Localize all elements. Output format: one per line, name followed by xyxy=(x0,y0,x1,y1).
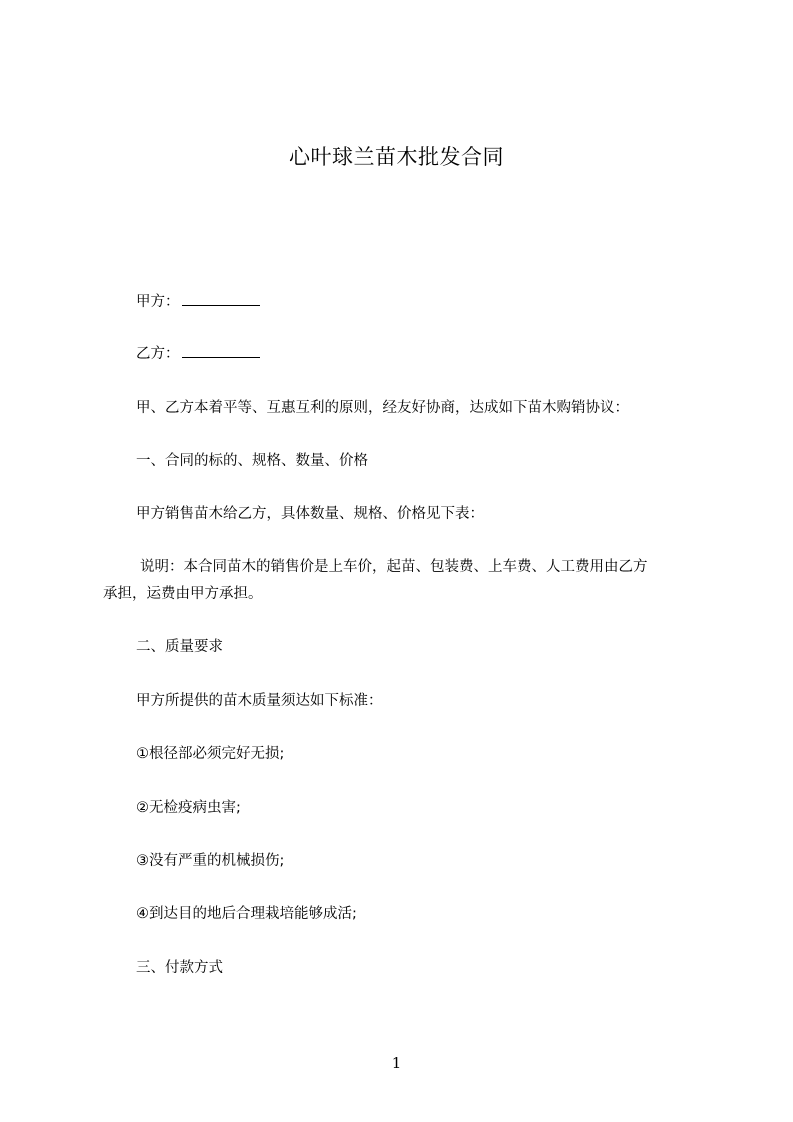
requirement-1: ①根径部必须完好无损; xyxy=(136,746,285,762)
section2-heading: 二、质量要求 xyxy=(136,639,223,655)
note-line-2: 承担，运费由甲方承担。 xyxy=(103,586,263,602)
party-b-label: 乙方： xyxy=(136,346,180,362)
section1-text: 甲方销售苗木给乙方，具体数量、规格、价格见下表： xyxy=(136,506,484,522)
requirement-2: ②无检疫病虫害; xyxy=(136,800,241,816)
party-a-blank xyxy=(182,291,260,306)
document-title: 心叶球兰苗木批发合同 xyxy=(289,145,504,169)
party-b-line xyxy=(136,343,260,365)
party-a-label: 甲方： xyxy=(136,294,180,310)
party-b-blank xyxy=(182,343,260,358)
requirement-3: ③没有严重的机械损伤; xyxy=(136,853,285,869)
page-number: 1 xyxy=(391,1054,402,1072)
party-a-line xyxy=(136,291,260,313)
requirement-4: ④到达目的地后合理栽培能够成活; xyxy=(136,906,357,922)
note-line-1: 说明：本合同苗木的销售价是上车价，起苗、包装费、上车费、人工费用由乙方 xyxy=(140,559,648,575)
section1-heading: 一、合同的标的、规格、数量、价格 xyxy=(136,453,368,469)
section2-text: 甲方所提供的苗木质量须达如下标准： xyxy=(136,693,383,709)
section3-heading: 三、付款方式 xyxy=(136,960,223,976)
intro-paragraph: 甲、乙方本着平等、互惠互利的原则，经友好协商，达成如下苗木购销协议： xyxy=(136,400,629,416)
